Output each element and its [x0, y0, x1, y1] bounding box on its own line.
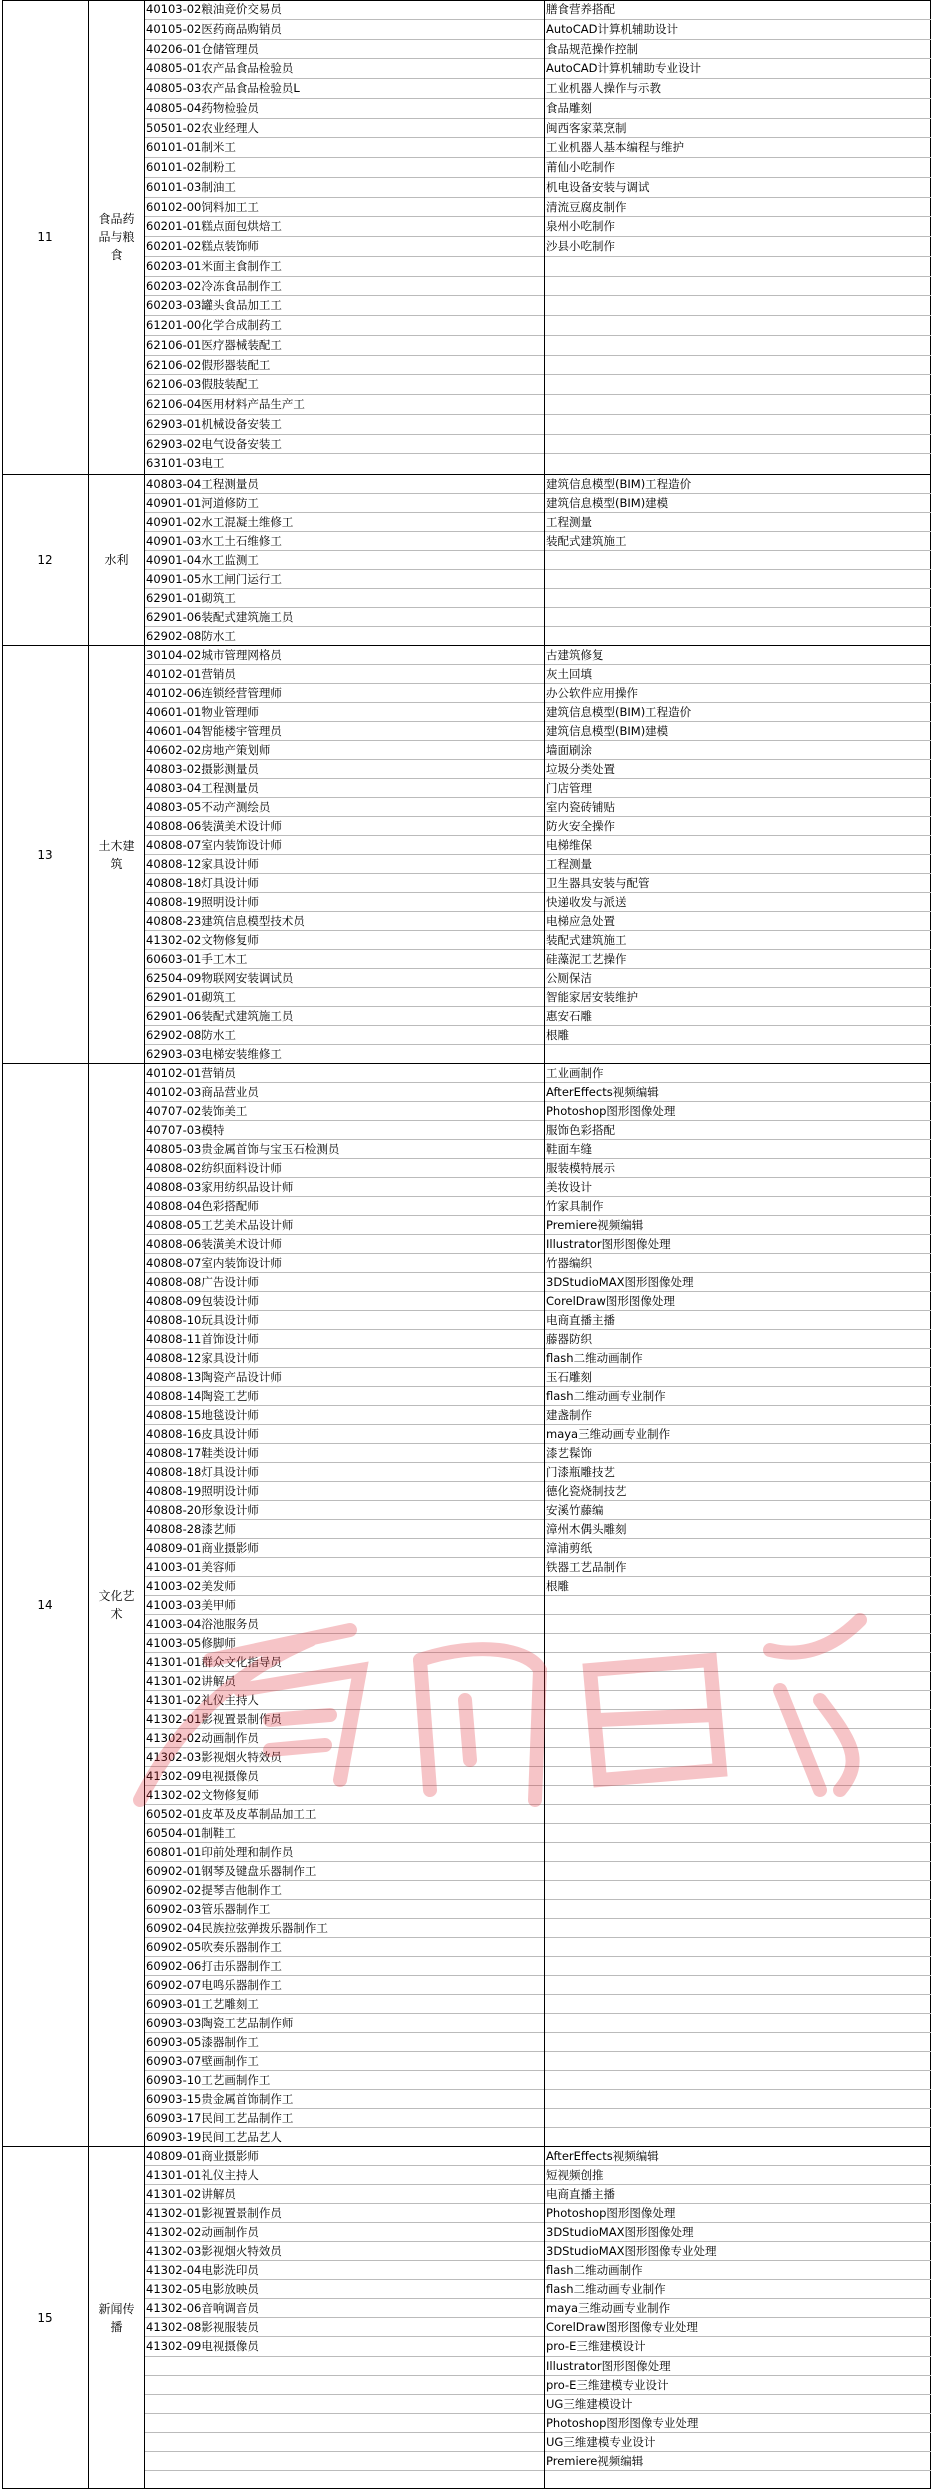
project-cell[interactable]: 3DStudioMAX图形图像处理	[545, 1273, 931, 1292]
occupation-cell[interactable]: 40901-04水工监测工	[145, 551, 544, 570]
occupation-cell[interactable]: 40808-07室内装饰设计师	[145, 1254, 544, 1273]
occupation-cell[interactable]: 60203-01米面主食制作工	[145, 257, 544, 277]
occupation-cell[interactable]: 40601-01物业管理师	[145, 703, 544, 722]
occupation-cell[interactable]: 60203-02冷冻食品制作工	[145, 277, 544, 297]
project-cell[interactable]: 德化瓷烧制技艺	[545, 1482, 931, 1501]
project-cell[interactable]: flash二维动画专业制作	[545, 2280, 931, 2299]
occupation-cell[interactable]: 40808-06装潢美术设计师	[145, 817, 544, 836]
project-cell[interactable]: 玉石雕刻	[545, 1368, 931, 1387]
project-cell[interactable]	[545, 1824, 931, 1843]
project-cell[interactable]: 电梯应急处置	[545, 912, 931, 931]
project-cell[interactable]: 智能家居安装维护	[545, 988, 931, 1007]
occupation-cell[interactable]: 40803-05不动产测绘员	[145, 798, 544, 817]
project-cell[interactable]: 防火安全操作	[545, 817, 931, 836]
project-cell[interactable]	[545, 2052, 931, 2071]
occupation-cell[interactable]: 41302-02文物修复师	[145, 931, 544, 950]
occupation-cell[interactable]: 41302-08影视服装员	[145, 2318, 544, 2337]
project-cell[interactable]	[545, 1995, 931, 2014]
project-cell[interactable]: Photoshop图形图像专业处理	[545, 2414, 931, 2433]
project-cell[interactable]	[545, 1748, 931, 1767]
project-cell[interactable]: 装配式建筑施工	[545, 931, 931, 950]
project-cell[interactable]: 漳浦剪纸	[545, 1539, 931, 1558]
occupation-cell[interactable]: 63101-03电工	[146, 456, 225, 471]
project-cell[interactable]: 竹器编织	[545, 1254, 931, 1273]
project-cell[interactable]	[545, 608, 931, 627]
occupation-cell[interactable]	[145, 2395, 544, 2414]
occupation-cell[interactable]: 41301-01群众文化指导员	[145, 1653, 544, 1672]
occupation-cell[interactable]: 40808-12家具设计师	[145, 855, 544, 874]
occupation-cell[interactable]: 40808-07室内装饰设计师	[145, 836, 544, 855]
occupation-cell[interactable]: 40105-02医药商品购销员	[145, 20, 544, 40]
project-cell[interactable]: 工业画制作	[545, 1064, 931, 1083]
project-cell[interactable]: AutoCAD计算机辅助设计	[545, 20, 931, 40]
project-cell[interactable]: 门漆瓶雕技艺	[545, 1463, 931, 1482]
occupation-cell[interactable]: 40707-02装饰美工	[145, 1102, 544, 1121]
occupation-cell[interactable]: 60903-01工艺雕刻工	[145, 1995, 544, 2014]
occupation-cell[interactable]	[145, 2452, 544, 2471]
occupation-cell[interactable]: 41301-02礼仪主持人	[145, 1691, 544, 1710]
project-cell[interactable]	[545, 277, 931, 297]
project-cell[interactable]: 根雕	[545, 1026, 931, 1045]
occupation-cell[interactable]: 60903-19民间工艺品艺人	[146, 2130, 282, 2144]
occupation-cell[interactable]: 40808-19照明设计师	[145, 1482, 544, 1501]
occupation-cell[interactable]: 62903-02电气设备安装工	[145, 435, 544, 455]
project-cell[interactable]	[545, 2090, 931, 2109]
occupation-cell[interactable]: 41302-05电影放映员	[145, 2280, 544, 2299]
project-cell[interactable]: 根雕	[545, 1577, 931, 1596]
category-block	[2, 645, 931, 1063]
project-cell[interactable]: 门店管理	[545, 779, 931, 798]
project-cell[interactable]: 建筑信息模型(BIM)工程造价	[545, 475, 931, 494]
occupation-cell[interactable]: 40901-03水工土石维修工	[145, 532, 544, 551]
occupation-cell[interactable]: 41003-02美发师	[145, 1577, 544, 1596]
occupation-cell[interactable]: 60902-03管乐器制作工	[145, 1900, 544, 1919]
category-name: 新闻传播	[89, 2147, 145, 2489]
project-cell[interactable]: 建筑信息模型(BIM)工程造价	[545, 703, 931, 722]
occupation-cell[interactable]: 60201-01糕点面包烘焙工	[145, 217, 544, 237]
occupation-cell[interactable]: 40805-04药物检验员	[145, 99, 544, 119]
project-cell[interactable]: 铁器工艺品制作	[545, 1558, 931, 1577]
project-cell[interactable]: flash二维动画专业制作	[545, 1387, 931, 1406]
category-number: 14	[2, 1064, 89, 2146]
project-cell[interactable]: 电商直播主播	[545, 1311, 931, 1330]
occupation-cell[interactable]: 60903-15贵金属首饰制作工	[145, 2090, 544, 2109]
project-cell[interactable]	[545, 257, 931, 277]
project-cell[interactable]: 闽西客家菜烹制	[545, 119, 931, 139]
project-cell[interactable]	[545, 1729, 931, 1748]
occupation-cell[interactable]: 40809-01商业摄影师	[145, 1539, 544, 1558]
occupation-cell[interactable]: 40808-04色彩搭配师	[145, 1197, 544, 1216]
project-column	[545, 0, 931, 474]
project-cell[interactable]	[545, 1900, 931, 1919]
project-cell[interactable]: flash二维动画制作	[545, 2261, 931, 2280]
occupation-cell[interactable]: 60902-01钢琴及键盘乐器制作工	[145, 1862, 544, 1881]
occupation-cell[interactable]: 62903-03电梯安装维修工	[146, 1047, 282, 1061]
project-column	[545, 2147, 931, 2489]
occupation-cell[interactable]: 41003-03美甲师	[145, 1596, 544, 1615]
occupation-cell[interactable]: 40206-01仓储管理员	[145, 40, 544, 60]
occupation-cell[interactable]: 40808-05工艺美术品设计师	[145, 1216, 544, 1235]
occupation-cell[interactable]: 40805-03农产品食品检验员L	[145, 79, 544, 99]
occupation-cell[interactable]: 60903-17民间工艺品制作工	[145, 2109, 544, 2128]
project-cell[interactable]: pro-E三维建模专业设计	[545, 2376, 931, 2395]
occupation-cell[interactable]: 60502-01皮革及皮革制品加工工	[145, 1805, 544, 1824]
category-name: 文化艺术	[89, 1064, 145, 2146]
project-cell[interactable]	[545, 316, 931, 336]
project-cell[interactable]: 卫生器具安装与配管	[545, 874, 931, 893]
occupation-cell[interactable]: 40808-18灯具设计师	[145, 1463, 544, 1482]
project-cell[interactable]: 竹家具制作	[545, 1197, 931, 1216]
occupation-column	[145, 1064, 545, 2146]
occupation-cell[interactable]: 62504-09物联网安装调试员	[145, 969, 544, 988]
project-cell[interactable]: AutoCAD计算机辅助专业设计	[545, 59, 931, 79]
occupation-cell[interactable]: 41302-01影视置景制作员	[145, 2204, 544, 2223]
project-cell[interactable]: 电商直播主播	[545, 2185, 931, 2204]
project-cell[interactable]: 食品规范操作控制	[545, 40, 931, 60]
project-cell[interactable]	[545, 336, 931, 356]
occupation-cell[interactable]: 40808-18灯具设计师	[145, 874, 544, 893]
project-cell[interactable]: 服饰色彩搭配	[545, 1121, 931, 1140]
occupation-cell[interactable]: 40808-11首饰设计师	[145, 1330, 544, 1349]
occupation-cell[interactable]: 40803-04工程测量员	[145, 475, 544, 494]
project-cell[interactable]: Premiere视频编辑	[545, 1216, 931, 1235]
category-number: 15	[2, 2147, 89, 2489]
project-cell[interactable]: AfterEffects视频编辑	[545, 1083, 931, 1102]
occupation-cell[interactable]: 40808-02纺织面料设计师	[145, 1159, 544, 1178]
occupation-cell[interactable]: 40808-09包装设计师	[145, 1292, 544, 1311]
occupation-cell[interactable]: 41003-04浴池服务员	[145, 1615, 544, 1634]
project-cell[interactable]: 公厕保洁	[545, 969, 931, 988]
occupation-cell[interactable]: 41302-03影视烟火特效员	[145, 2242, 544, 2261]
occupation-column	[145, 2147, 545, 2489]
project-cell[interactable]	[545, 2471, 931, 2490]
project-cell[interactable]: 工程测量	[545, 513, 931, 532]
project-cell[interactable]	[545, 2109, 931, 2128]
occupation-cell[interactable]: 61201-00化学合成制药工	[145, 316, 544, 336]
project-cell[interactable]: maya三维动画专业制作	[545, 2299, 931, 2318]
occupation-cell[interactable]: 60902-02提琴吉他制作工	[145, 1881, 544, 1900]
occupation-cell[interactable]: 40809-01商业摄影师	[145, 2147, 544, 2166]
project-cell[interactable]	[545, 2014, 931, 2033]
occupation-cell[interactable]: 40601-04智能楼宇管理员	[145, 722, 544, 741]
project-cell[interactable]	[545, 1596, 931, 1615]
project-cell[interactable]	[545, 1938, 931, 1957]
occupation-cell[interactable]: 60603-01手工木工	[145, 950, 544, 969]
occupation-cell[interactable]: 40808-28漆艺师	[145, 1520, 544, 1539]
occupation-cell[interactable]: 40102-01营销员	[145, 665, 544, 684]
project-cell[interactable]: 3DStudioMAX图形图像处理	[545, 2223, 931, 2242]
occupation-cell[interactable]: 40901-02水工混凝土维修工	[145, 513, 544, 532]
occupation-cell[interactable]: 40803-04工程测量员	[145, 779, 544, 798]
project-cell[interactable]	[545, 570, 931, 589]
occupation-cell[interactable]: 62106-04医用材料产品生产工	[145, 395, 544, 415]
occupation-cell[interactable]: 50501-02农业经理人	[145, 119, 544, 139]
project-cell[interactable]: 古建筑修复	[545, 646, 931, 665]
project-cell[interactable]: 建筑信息模型(BIM)建模	[545, 494, 931, 513]
project-cell[interactable]: 硅藻泥工艺操作	[545, 950, 931, 969]
occupation-cell[interactable]: 41003-01美容师	[145, 1558, 544, 1577]
category-block	[2, 1063, 931, 2146]
occupation-cell[interactable]: 40808-19照明设计师	[145, 893, 544, 912]
project-cell[interactable]	[545, 1672, 931, 1691]
project-cell[interactable]: 建盏制作	[545, 1406, 931, 1425]
project-cell[interactable]	[545, 2128, 931, 2147]
occupation-cell[interactable]: 40602-02房地产策划师	[145, 741, 544, 760]
project-cell[interactable]: AfterEffects视频编辑	[545, 2147, 931, 2166]
occupation-cell[interactable]: 41301-02讲解员	[145, 1672, 544, 1691]
project-cell[interactable]: 服装模特展示	[545, 1159, 931, 1178]
occupation-cell[interactable]: 62106-02假形器装配工	[145, 356, 544, 376]
occupation-cell[interactable]: 60504-01制鞋工	[145, 1824, 544, 1843]
project-cell[interactable]	[545, 1881, 931, 1900]
occupation-cell[interactable]: 62902-08防水工	[146, 629, 236, 643]
project-cell[interactable]: 墙面刷涂	[545, 741, 931, 760]
occupation-cell[interactable]	[145, 2357, 544, 2376]
project-cell[interactable]: 工业机器人操作与示教	[545, 79, 931, 99]
project-cell[interactable]: maya三维动画专业制作	[545, 1425, 931, 1444]
project-cell[interactable]: 漳州木偶头雕刻	[545, 1520, 931, 1539]
project-cell[interactable]: 安溪竹藤编	[545, 1501, 931, 1520]
occupation-cell[interactable]: 60902-06打击乐器制作工	[145, 1957, 544, 1976]
project-cell[interactable]: UG三维建模设计	[545, 2395, 931, 2414]
project-cell[interactable]	[545, 375, 931, 395]
project-cell[interactable]: CorelDraw图形图像专业处理	[545, 2318, 931, 2337]
occupation-cell[interactable]	[145, 2433, 544, 2452]
occupation-cell[interactable]: 41302-02动画制作员	[145, 1729, 544, 1748]
project-cell[interactable]: 短视频创推	[545, 2166, 931, 2185]
project-column	[545, 1064, 931, 2146]
project-cell[interactable]: 垃圾分类处置	[545, 760, 931, 779]
occupation-cell[interactable]: 40808-17鞋类设计师	[145, 1444, 544, 1463]
project-cell[interactable]: Photoshop图形图像处理	[545, 2204, 931, 2223]
project-cell[interactable]	[545, 1862, 931, 1881]
category-block	[2, 474, 931, 645]
occupation-cell[interactable]	[145, 2471, 544, 2490]
occupation-cell[interactable]: 60203-03罐头食品加工工	[145, 296, 544, 316]
occupation-cell[interactable]: 40102-03商品营业员	[145, 1083, 544, 1102]
project-cell[interactable]: 膳食营养搭配	[545, 0, 931, 20]
project-cell[interactable]	[545, 415, 931, 435]
category-name: 食品药品与粮食	[89, 0, 145, 474]
project-cell[interactable]	[545, 435, 931, 455]
occupation-cell[interactable]	[145, 2376, 544, 2395]
occupation-cell[interactable]: 41302-09电视摄像员	[145, 2337, 544, 2356]
occupation-cell[interactable]: 62901-06装配式建筑施工员	[145, 1007, 544, 1026]
project-cell[interactable]: CorelDraw图形图像处理	[545, 1292, 931, 1311]
project-cell[interactable]: 室内瓷砖铺贴	[545, 798, 931, 817]
occupation-cell[interactable]	[145, 2414, 544, 2433]
occupation-cell[interactable]: 60801-01印前处理和制作员	[145, 1843, 544, 1862]
occupation-cell[interactable]: 41302-04电影洗印员	[145, 2261, 544, 2280]
project-cell[interactable]: 装配式建筑施工	[545, 532, 931, 551]
occupation-cell[interactable]: 40808-03家用纺织品设计师	[145, 1178, 544, 1197]
category-number: 12	[2, 475, 89, 645]
project-cell[interactable]	[545, 1919, 931, 1938]
project-cell[interactable]: 工业机器人基本编程与维护	[545, 138, 931, 158]
occupation-cell[interactable]: 62902-08防水工	[145, 1026, 544, 1045]
occupation-cell[interactable]: 60903-05漆器制作工	[145, 2033, 544, 2052]
project-cell[interactable]: Illustrator图形图像处理	[545, 2357, 931, 2376]
occupation-cell[interactable]: 30104-02城市管理网格员	[145, 646, 544, 665]
project-column	[545, 475, 931, 645]
project-cell[interactable]: flash二维动画制作	[545, 1349, 931, 1368]
category-number: 11	[2, 0, 89, 474]
occupation-cell[interactable]: 40803-02摄影测量员	[145, 760, 544, 779]
project-cell[interactable]	[545, 1653, 931, 1672]
project-cell[interactable]	[545, 1045, 931, 1064]
occupation-cell[interactable]: 40808-08广告设计师	[145, 1273, 544, 1292]
occupation-cell[interactable]: 60101-03制油工	[145, 178, 544, 198]
occupation-column	[145, 646, 545, 1063]
project-cell[interactable]: UG三维建模专业设计	[545, 2433, 931, 2452]
occupation-cell[interactable]: 40808-12家具设计师	[145, 1349, 544, 1368]
occupation-cell[interactable]: 40808-15地毯设计师	[145, 1406, 544, 1425]
occupation-cell[interactable]: 62106-03假肢装配工	[145, 375, 544, 395]
project-cell[interactable]: 莆仙小吃制作	[545, 158, 931, 178]
occupation-cell[interactable]: 41302-09电视摄像员	[145, 1767, 544, 1786]
occupation-cell[interactable]: 41302-03影视烟火特效员	[145, 1748, 544, 1767]
occupation-cell[interactable]: 40103-02粮油竞价交易员	[145, 0, 544, 20]
occupation-cell[interactable]: 41302-02文物修复师	[145, 1786, 544, 1805]
project-cell[interactable]: 泉州小吃制作	[545, 217, 931, 237]
occupation-cell[interactable]: 41302-06音响调音员	[145, 2299, 544, 2318]
occupation-cell[interactable]: 62901-01砌筑工	[145, 988, 544, 1007]
project-cell[interactable]: Photoshop图形图像处理	[545, 1102, 931, 1121]
project-cell[interactable]	[545, 1767, 931, 1786]
occupation-cell[interactable]: 60903-03陶瓷工艺品制作师	[145, 2014, 544, 2033]
occupation-cell[interactable]: 41301-02讲解员	[145, 2185, 544, 2204]
project-cell[interactable]	[545, 1615, 931, 1634]
occupation-cell[interactable]: 62903-01机械设备安装工	[145, 415, 544, 435]
project-cell[interactable]	[545, 454, 931, 474]
project-cell[interactable]	[545, 2071, 931, 2090]
project-cell[interactable]: 美妆设计	[545, 1178, 931, 1197]
occupation-cell[interactable]: 40707-03模特	[145, 1121, 544, 1140]
project-cell[interactable]: 灰土回填	[545, 665, 931, 684]
occupation-cell[interactable]: 60902-04民族拉弦弹拨乐器制作工	[145, 1919, 544, 1938]
occupation-cell[interactable]: 40808-16皮具设计师	[145, 1425, 544, 1444]
project-cell[interactable]	[545, 356, 931, 376]
category-name: 土木建筑	[89, 646, 145, 1063]
project-cell[interactable]	[545, 395, 931, 415]
occupation-cell[interactable]: 60902-05吹奏乐器制作工	[145, 1938, 544, 1957]
occupation-column	[145, 475, 545, 645]
occupation-cell[interactable]: 62106-01医疗器械装配工	[145, 336, 544, 356]
occupation-cell[interactable]: 41301-01礼仪主持人	[145, 2166, 544, 2185]
project-cell[interactable]	[545, 296, 931, 316]
project-cell[interactable]: 食品雕刻	[545, 99, 931, 119]
occupation-cell[interactable]: 40805-03贵金属首饰与宝玉石检测员	[145, 1140, 544, 1159]
project-cell[interactable]: 3DStudioMAX图形图像专业处理	[545, 2242, 931, 2261]
occupation-cell[interactable]: 40808-10玩具设计师	[145, 1311, 544, 1330]
category-number: 13	[2, 646, 89, 1063]
category-name: 水利	[89, 475, 145, 645]
project-cell[interactable]	[545, 1843, 931, 1862]
project-cell[interactable]	[545, 1976, 931, 1995]
project-cell[interactable]: 清流豆腐皮制作	[545, 198, 931, 218]
occupation-cell[interactable]: 40808-20形象设计师	[145, 1501, 544, 1520]
occupation-cell[interactable]: 60902-07电鸣乐器制作工	[145, 1976, 544, 1995]
occupation-cell[interactable]: 40901-05水工闸门运行工	[145, 570, 544, 589]
project-cell[interactable]: 漆艺髹饰	[545, 1444, 931, 1463]
project-cell[interactable]: 沙县小吃制作	[545, 237, 931, 257]
occupation-cell[interactable]: 41302-02动画制作员	[145, 2223, 544, 2242]
project-cell[interactable]: 办公软件应用操作	[545, 684, 931, 703]
project-cell[interactable]: 电梯维保	[545, 836, 931, 855]
project-cell[interactable]	[545, 627, 931, 646]
project-cell[interactable]: 工程测量	[545, 855, 931, 874]
project-column	[545, 646, 931, 1063]
project-cell[interactable]: 藤器防织	[545, 1330, 931, 1349]
project-cell[interactable]: 鞋面车缝	[545, 1140, 931, 1159]
occupation-cell[interactable]: 60201-02糕点装饰师	[145, 237, 544, 257]
occupation-cell[interactable]: 40805-01农产品食品检验员	[145, 59, 544, 79]
occupation-cell[interactable]: 60101-01制米工	[145, 138, 544, 158]
occupation-cell[interactable]: 60101-02制粉工	[145, 158, 544, 178]
occupation-cell[interactable]: 60102-00饲料加工工	[145, 198, 544, 218]
occupation-cell[interactable]: 40808-13陶瓷产品设计师	[145, 1368, 544, 1387]
occupation-cell[interactable]: 62901-06装配式建筑施工员	[145, 608, 544, 627]
project-cell[interactable]	[545, 1691, 931, 1710]
project-cell[interactable]	[545, 1634, 931, 1653]
project-cell[interactable]: Premiere视频编辑	[545, 2452, 931, 2471]
occupation-cell[interactable]: 40808-14陶瓷工艺师	[145, 1387, 544, 1406]
occupation-cell[interactable]: 40901-01河道修防工	[145, 494, 544, 513]
occupation-column	[145, 0, 545, 474]
category-block	[2, 2146, 931, 2489]
occupation-cell[interactable]: 40808-06装潢美术设计师	[145, 1235, 544, 1254]
category-block	[2, 0, 931, 474]
project-cell[interactable]	[545, 1957, 931, 1976]
project-cell[interactable]	[545, 1710, 931, 1729]
project-cell[interactable]: pro-E三维建模设计	[545, 2337, 931, 2356]
project-cell[interactable]: 惠安石雕	[545, 1007, 931, 1026]
project-cell[interactable]: 机电设备安装与调试	[545, 178, 931, 198]
project-cell[interactable]	[545, 2033, 931, 2052]
project-cell[interactable]: 建筑信息模型(BIM)建模	[545, 722, 931, 741]
project-cell[interactable]: Illustrator图形图像处理	[545, 1235, 931, 1254]
project-cell[interactable]	[545, 1786, 931, 1805]
occupation-cell[interactable]: 60903-10工艺画制作工	[145, 2071, 544, 2090]
occupation-cell[interactable]: 41302-01影视置景制作员	[145, 1710, 544, 1729]
occupation-cell[interactable]: 40102-01营销员	[145, 1064, 544, 1083]
occupation-cell[interactable]: 62901-01砌筑工	[145, 589, 544, 608]
project-cell[interactable]: 快递收发与派送	[545, 893, 931, 912]
project-cell[interactable]	[545, 589, 931, 608]
project-cell[interactable]	[545, 1805, 931, 1824]
occupation-cell[interactable]: 40808-23建筑信息模型技术员	[145, 912, 544, 931]
occupation-cell[interactable]: 41003-05修脚师	[145, 1634, 544, 1653]
occupation-cell[interactable]: 60903-07壁画制作工	[145, 2052, 544, 2071]
occupation-cell[interactable]: 40102-06连锁经营管理师	[145, 684, 544, 703]
project-cell[interactable]	[545, 551, 931, 570]
